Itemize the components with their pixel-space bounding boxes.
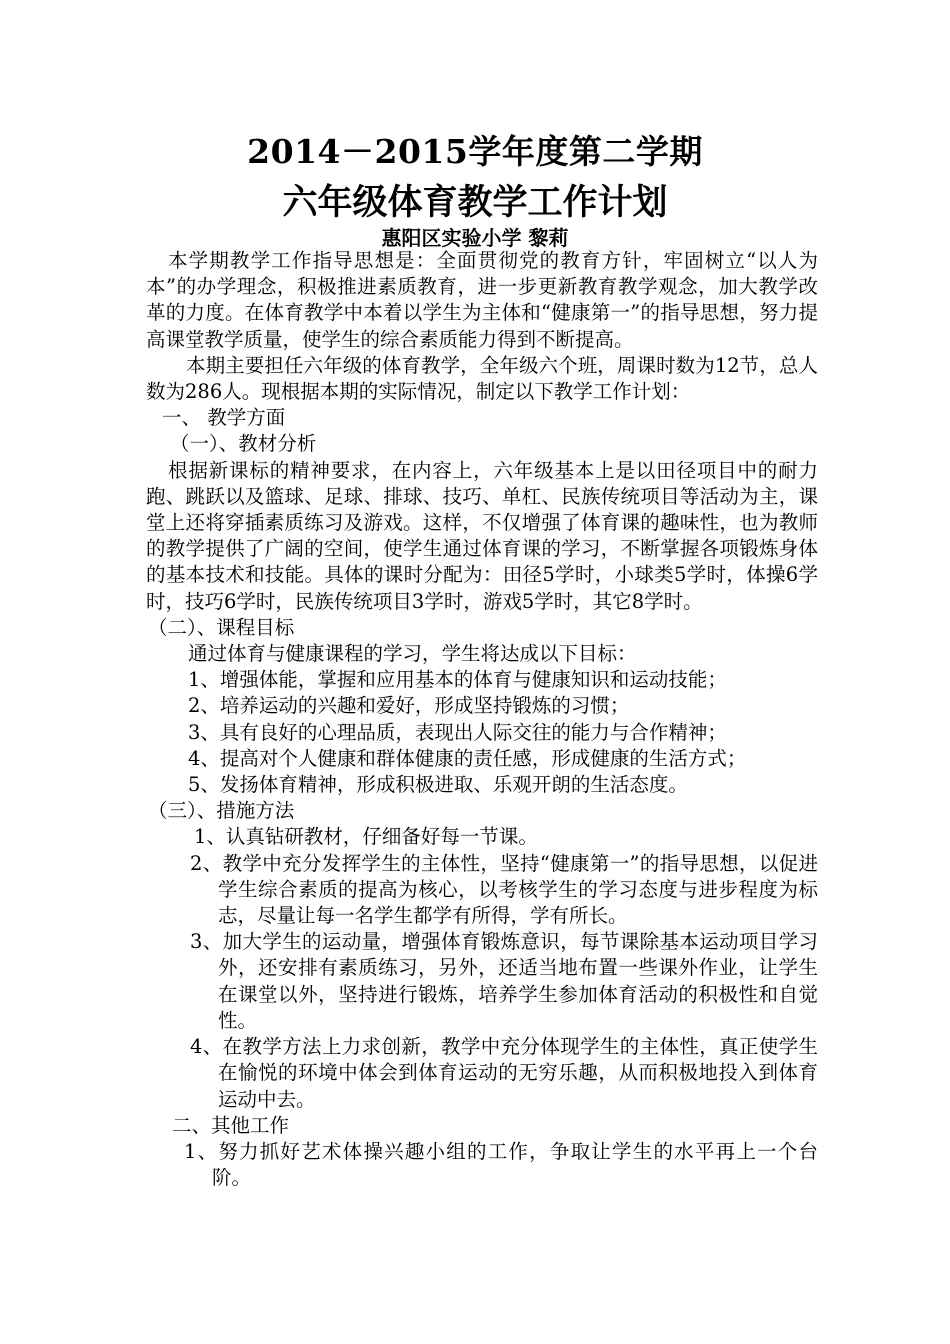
- materials-analysis-paragraph: 根据新课标的精神要求，在内容上，六年级基本上是以田径项目中的耐力跑、跳跃以及篮球、足球、排球、技巧、单杠、民族传统项目等活动为主，课堂上还将穿插素质练习及游戏。这样，不仅增强了体育课的趣味性，也为教师的教学提供了广阔的空间，使学生通过体育课的学习，不断掌握各项锻炼身体的基本技术和技能。具体的课时分配为：田径5学时，小球类5学时，体操6学时，技巧6学时，民族传统项目3学时，游戏5学时，其它8学时。: [146, 458, 818, 613]
- doc-body: [146, 248, 818, 1191]
- measure-item: 4、在教学方法上力求创新，教学中充分体现学生的主体性，真正使学生在愉悦的环境中体会到体育运动的无穷乐趣，从而积极地投入到体育运动中去。: [190, 1035, 818, 1111]
- doc-title-term: 2014－2015学年度第二学期: [247, 132, 703, 171]
- guiding-ideology-paragraph: 本学期教学工作指导思想是：全面贯彻党的教育方针，牢固树立“以人为本”的办学理念，积极推进素质教育，进一步更新教育教学观念，加大教学改革的力度。在体育教学中本着以学生为主体和“健康第一”的指导思想，努力提高课堂教学质量，使学生的综合素质能力得到不断提高。: [146, 249, 818, 351]
- subsection-heading-measures: （三）、措施方法: [148, 799, 295, 823]
- goal-item: 5、发扬体育精神，形成积极进取、乐观开朗的生活态度。: [188, 773, 688, 797]
- goal-item: 3、具有良好的心理品质，表现出人际交往的能力与合作精神；: [188, 720, 727, 744]
- measure-item: 1、认真钻研教材，仔细备好每一节课。: [194, 825, 538, 849]
- section-heading-teaching: 一、 教学方面: [162, 406, 286, 430]
- subsection-heading-materials: （一）、教材分析: [170, 432, 317, 456]
- doc-author: 惠阳区实验小学 黎莉: [381, 226, 569, 250]
- section-heading-other: 二、其他工作: [172, 1113, 290, 1137]
- goals-intro: 通过体育与健康课程的学习，学生将达成以下目标：: [188, 642, 637, 666]
- subsection-heading-goals: （二）、课程目标: [148, 615, 295, 639]
- goal-item: 2、培养运动的兴趣和爱好，形成坚持锻炼的习惯；: [188, 694, 630, 718]
- assignment-paragraph: 本期主要担任六年级的体育教学，全年级六个班，周课时数为12节，总人数为286人。现根据本期的实际情况，制定以下教学工作计划：: [146, 353, 818, 404]
- measure-item: 3、加大学生的运动量，增强体育锻炼意识，每节课除基本运动项目学习外，还安排有素质练习，另外，还适当地布置一些课外作业，让学生在课堂以外，坚持进行锻炼，培养学生参加体育活动的积极性和自觉性。: [190, 930, 818, 1032]
- doc-title-plan: 六年级体育教学工作计划: [282, 182, 668, 223]
- measure-item: 2、教学中充分发挥学生的主体性，坚持“健康第一”的指导思想，以促进学生综合素质的提高为核心，以考核学生的学习态度与进步程度为标志，尽量让每一名学生都学有所得，学有所长。: [190, 851, 818, 928]
- goal-item: 4、提高对个人健康和群体健康的责任感，形成健康的生活方式；: [188, 746, 747, 770]
- goal-item: 1、增强体能，掌握和应用基本的体育与健康知识和运动技能；: [188, 668, 727, 692]
- other-work-item: 1、努力抓好艺术体操兴趣小组的工作，争取让学生的水平再上一个台阶。: [184, 1139, 818, 1190]
